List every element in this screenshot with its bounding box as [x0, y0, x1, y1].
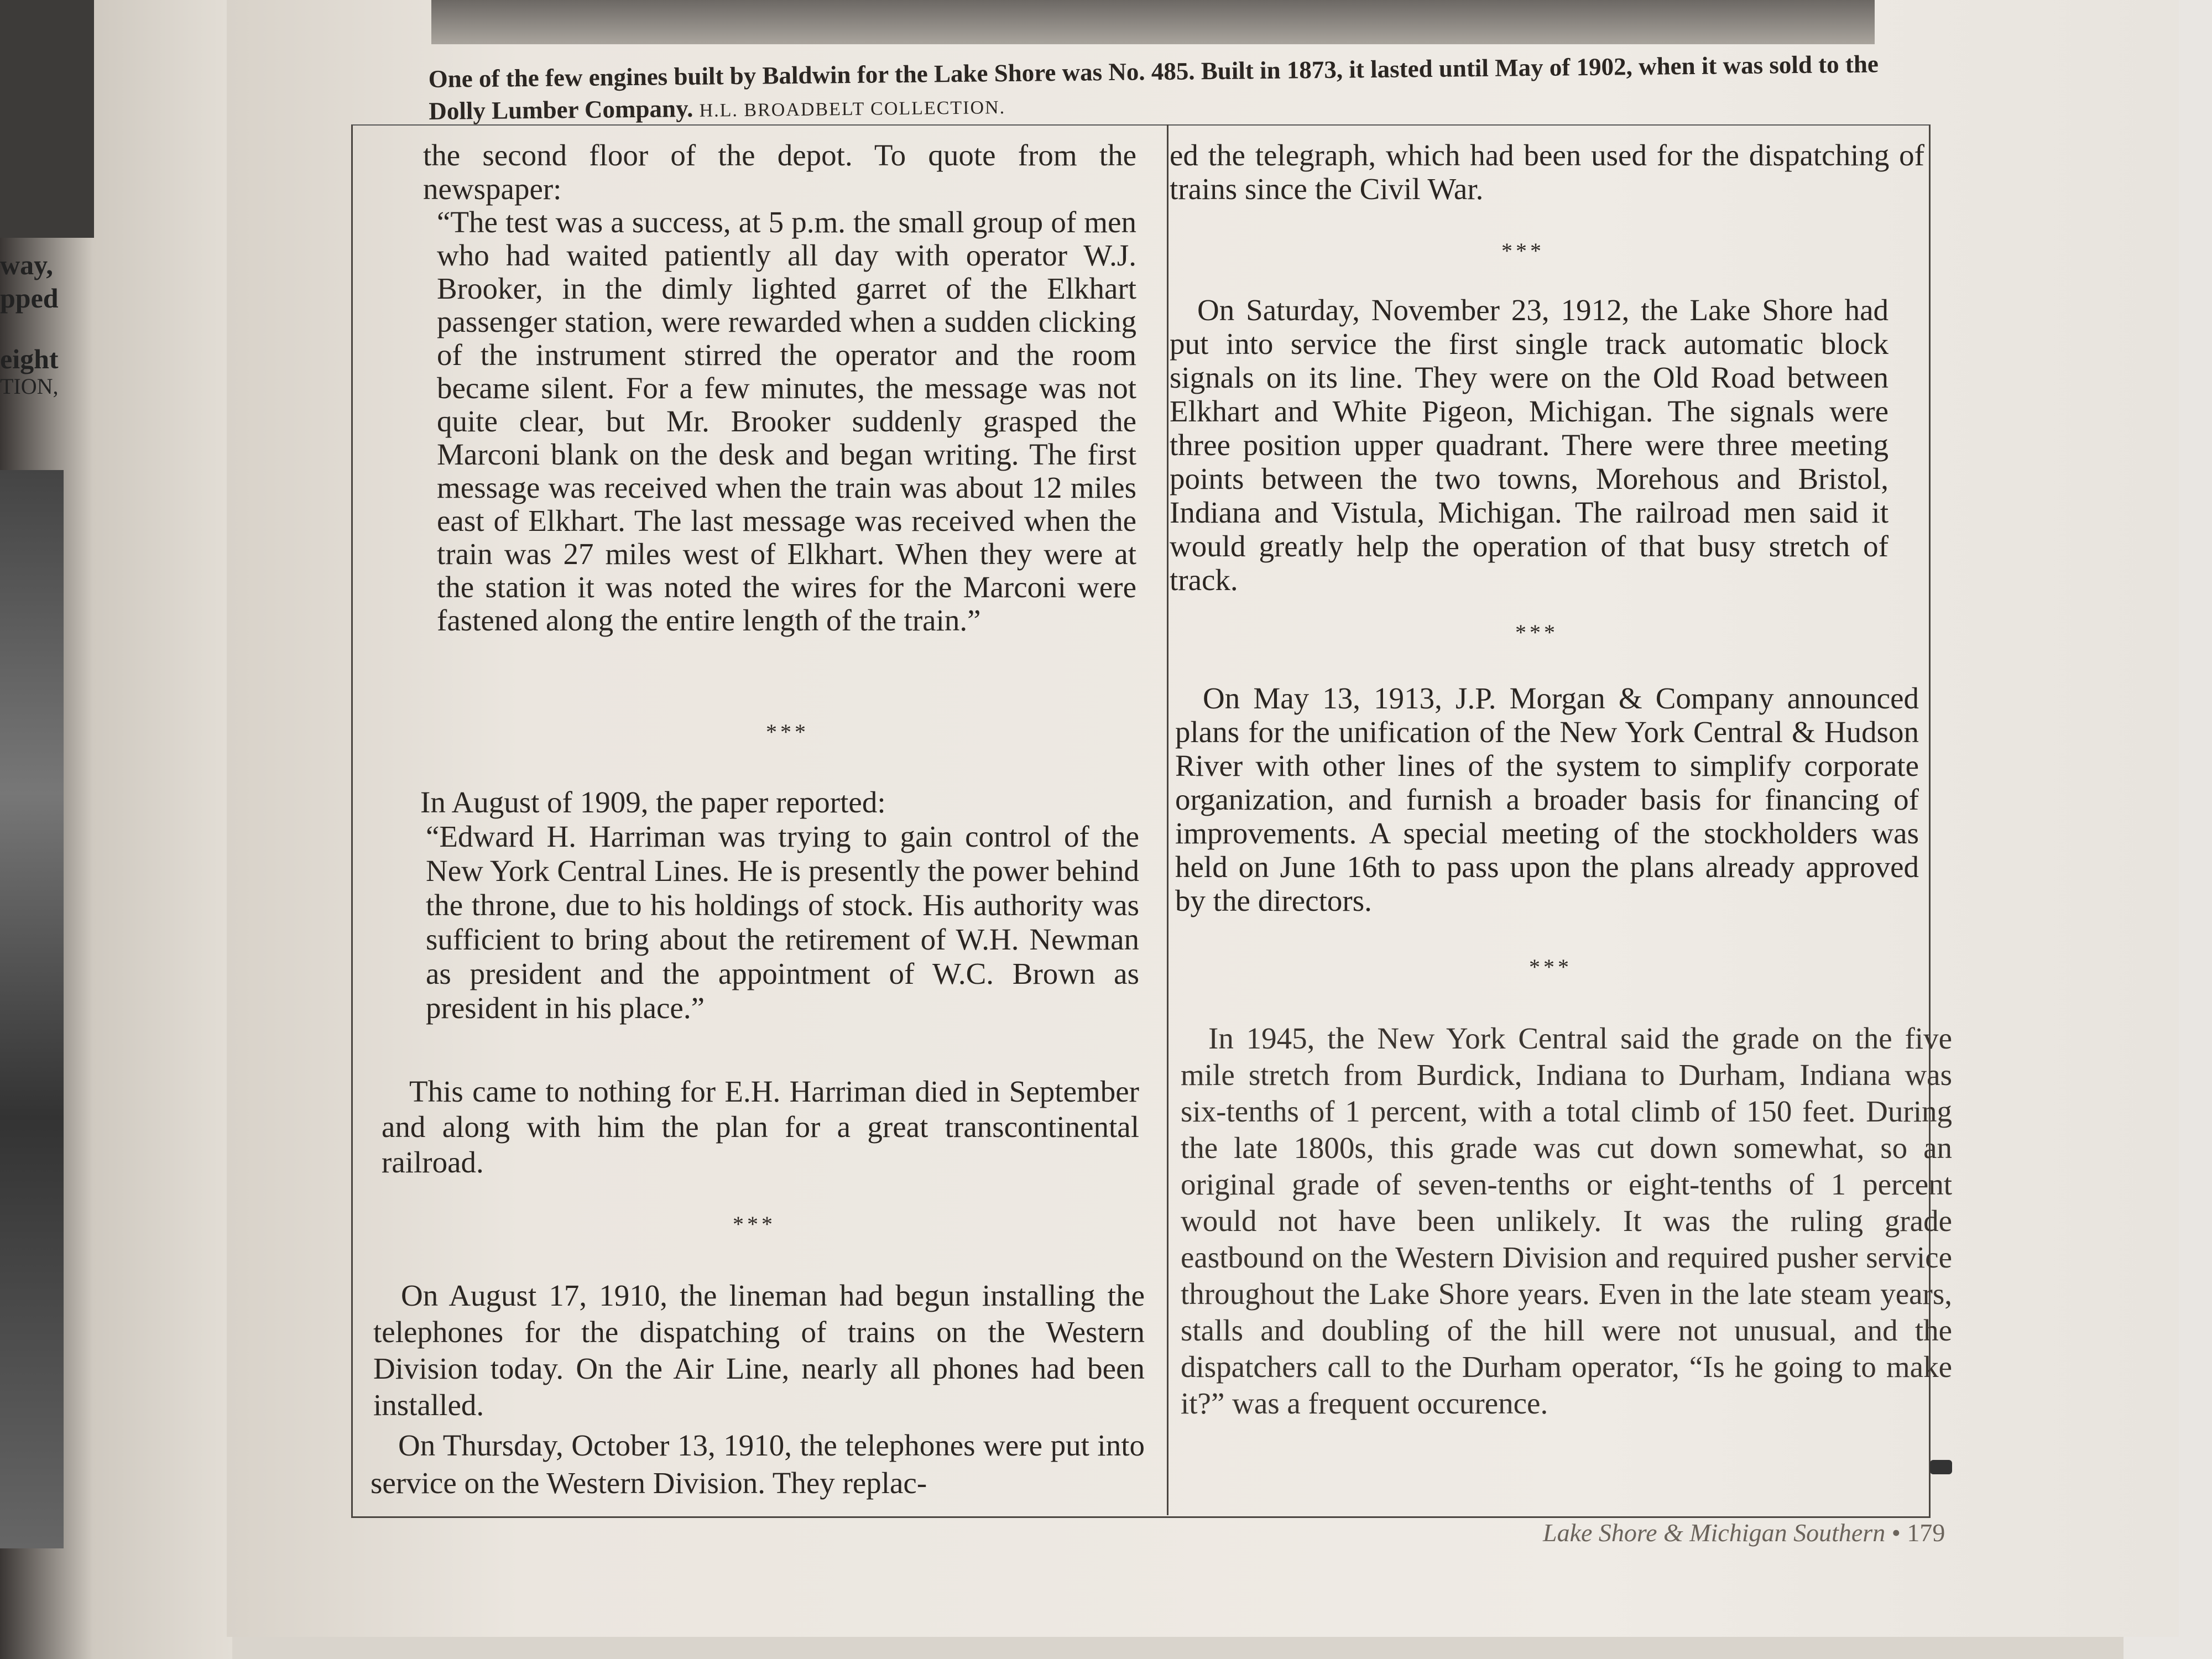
paragraph: On May 13, 1913, J.P. Morgan & Company announced plans for the unification of the New York Central & Hudson River with other lines of the system to simplify corporate organization, and furnish a broader basis for financing of improvements. A special meeting of the stockholders was held on June 16th to pass upon the plans already approved by the directors.: [1175, 681, 1919, 917]
paragraph: In 1945, the New York Central said the grade on the five mile stretch from Burdick, Indiana to Durham, Indiana was six-tenths of 1 percent, with a total climb of 150 feet. During the late 1800s, this grade was cut down somewhat, so an original grade of seven-tenths or eight-tenths of 1 percent would not have been unlikely. It was the ruling grade eastbound on the Western Division and required pusher service throughout the Lake Shore years. Even in the late steam years, stalls and doubling of the hill were not unusual, and the dispatchers call to the Durham operator, “Is he going to make it?” was a frequent occurence.: [1181, 1021, 1952, 1420]
paragraph: On Saturday, November 23, 1912, the Lake Shore had put into service the first single track automatic block signals on its line. They were on the Old Road between Elkhart and White Pigeon, Michigan. The signals were three position upper quadrant. There were three meeting points between the two towns, Morehous and Bristol, Indiana and Vistula, Michigan. The railroad men said it would greatly help the operation of that busy stretch of track.: [1170, 293, 1888, 597]
caption-text: One of the few engines built by Baldwin for the Lake Shore was No. 485. Built in 1873, it lasted until May of 1902, when it was sold to the Dolly Lumber Company.: [428, 50, 1879, 125]
quotation: “The test was a success, at 5 p.m. the small group of men who had waited patiently all day with operator W.J. Brooker, in the dimly lighted garret of the Elkhart passenger station, were rewarded when a sudden clicking of the instrument stirred the operator and the room became silent. For a few minutes, the message was not quite clear, but Mr. Brooker suddenly grasped the Marconi blank on the desk and began writing. The first message was received when the train was about 12 miles east of Elkhart. The last message was received when the train was 27 miles west of Elkhart. When they were at the station it was noted the wires for the Marconi were fastened along the entire length of the train.”: [437, 205, 1136, 637]
running-title: Lake Shore & Michigan Southern: [1543, 1519, 1886, 1547]
section-separator: ***: [1515, 620, 1558, 645]
adjacent-text: eight: [0, 343, 59, 374]
footer-bullet: •: [1891, 1519, 1901, 1547]
paragraph: ed the telegraph, which had been used for the dispatching of trains since the Civil War.: [1170, 138, 1924, 206]
page-footer: [1543, 1518, 1945, 1547]
paragraph: In August of 1909, the paper reported:: [420, 785, 886, 819]
section-separator: ***: [1529, 954, 1572, 979]
paragraph: On Thursday, October 13, 1910, the telephones were put into service on the Western Division. They replac-: [371, 1428, 1145, 1500]
section-separator: ***: [1501, 238, 1545, 263]
section-separator: ***: [766, 719, 809, 744]
paragraph: On August 17, 1910, the lineman had begun installing the telephones for the dispatching of trains on the Western Division today. On the Air Line, nearly all phones had been installed.: [373, 1279, 1145, 1422]
page-number: 179: [1907, 1519, 1945, 1547]
adjacent-text: way,: [0, 249, 53, 280]
section-separator: ***: [733, 1212, 776, 1237]
paragraph: the second floor of the depot. To quote from the newspaper:: [423, 138, 1136, 206]
quotation: “Edward H. Harriman was trying to gain control of the New York Central Lines. He is presently the power behind the throne, due to his holdings of stock. His authority was sufficient to bring about the retirement of W.H. Newman as president and the appointment of W.C. Brown as president in his place.”: [426, 820, 1139, 1025]
adjacent-photo: [0, 470, 64, 1548]
column-divider: [1167, 124, 1168, 1515]
adjacent-text: pped: [0, 283, 59, 314]
adjacent-photo-top: [0, 0, 94, 238]
adjacent-text: TION,: [0, 374, 59, 399]
locomotive-photo: [431, 0, 1875, 44]
paragraph: This came to nothing for E.H. Harriman died in September and along with him the plan for a great transcontinental railroad.: [382, 1074, 1139, 1179]
end-mark-icon: [1930, 1460, 1952, 1474]
caption-credit: H.L. BROADBELT COLLECTION.: [699, 97, 1006, 121]
